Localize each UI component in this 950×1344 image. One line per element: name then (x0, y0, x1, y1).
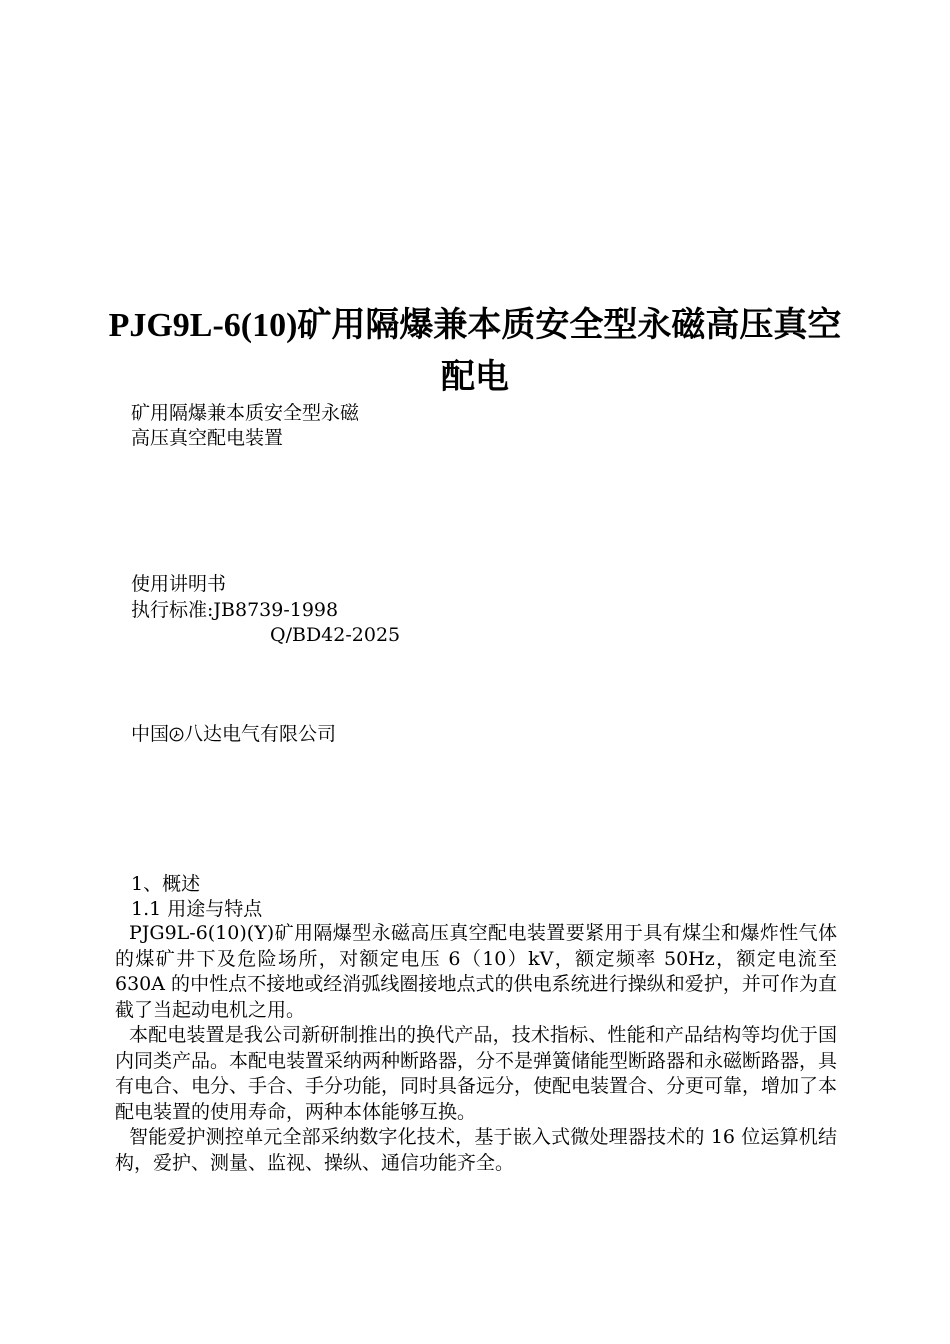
body-paragraph-3: 智能爱护测控单元全部采纳数字化技术，基于嵌入式微处理器技术的 16 位运算机结构，爱护、测量、监视、操纵、通信功能齐全。 (115, 1126, 837, 1174)
standard-line2: Q/BD42-2025 (270, 624, 401, 646)
standard-line1: 执行标准:JB8739-1998 (131, 599, 339, 621)
company-suffix: 八达电气有限公司 (184, 723, 337, 745)
company-logo-icon (169, 723, 184, 738)
company-name (131, 721, 336, 747)
section-heading: 1、概述 (131, 873, 201, 895)
body-paragraph-1: PJG9L-6(10)(Y)矿用隔爆型永磁高压真空配电装置要紧用于具有煤尘和爆炸性气体的煤矿井下及危险场所，对额定电压 6（10）kV，额定频率 50Hz，额定电流至 630A 的中性点不接地或经消弧线圈接地点式的供电系统进行操纵和爱护，并可作为直截了当起动电机之用。 (115, 922, 837, 1021)
company-prefix: 中国 (131, 723, 170, 745)
section-subheading: 1.1 用途与特点 (131, 898, 263, 920)
manual-label: 使用讲明书 (131, 573, 227, 595)
cover-subtitle-line2: 高压真空配电装置 (131, 427, 284, 449)
document-title: PJG9L-6(10)矿用隔爆兼本质安全型永磁高压真空配电 (108, 307, 842, 396)
body-paragraph-2: 本配电装置是我公司新研制推出的换代产品，技术指标、性能和产品结构等均优于国内同类产品。本配电装置采纳两种断路器，分不是弹簧储能型断路器和永磁断路器，具有电合、电分、手合、手分功能，同时具备远分，使配电装置合、分更可靠，增加了本配电装置的使用寿命，两种本体能够互换。 (115, 1024, 838, 1123)
cover-subtitle-line1: 矿用隔爆兼本质安全型永磁 (131, 402, 360, 424)
section-body (115, 921, 837, 1176)
